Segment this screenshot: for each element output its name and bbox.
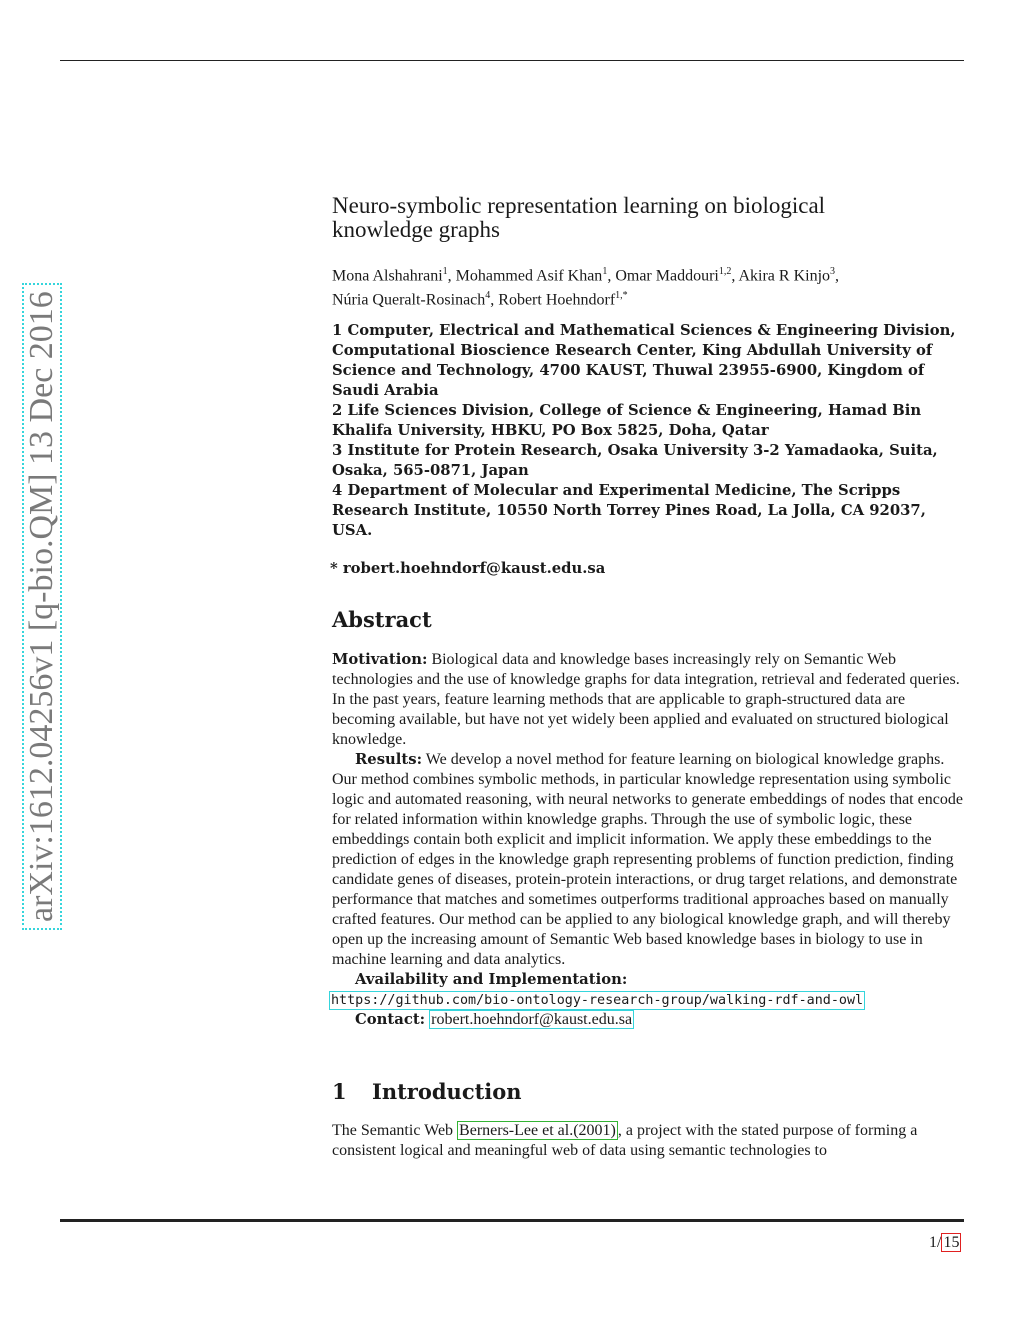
author-affil-sup: 1	[602, 266, 608, 277]
availability-url-row	[332, 990, 966, 1010]
section-number: 1	[332, 1079, 347, 1104]
affiliation-item: 1 Computer, Electrical and Mathematical Sciences & Engineering Division, Computational Bioscience Research Center, King Abdullah University of Science and Technology, 4700 KAUST, Thuwal 23955-6900, Kingdom of Saudi Arabia	[332, 322, 956, 399]
author-name: Akira R Kinjo	[738, 267, 831, 285]
author-name: Mona Alshahrani	[332, 267, 443, 285]
citation-link[interactable]: Berners-Lee et al.(2001)	[459, 1122, 616, 1139]
intro-text-rest: , a project with the stated purpose of forming a consistent logical and meaningful web of data using semantic technologies to	[332, 1122, 918, 1159]
author-affil-sup: 3	[830, 266, 836, 277]
affiliation-item: 2 Life Sciences Division, College of Science & Engineering, Hamad Bin Khalifa University, HBKU, PO Box 5825, Doha, Qatar	[332, 402, 922, 439]
results-text: We develop a novel method for feature learning on biological knowledge graphs. Our method combines symbolic methods, in particular knowledge representation using symbolic logic and automated reasoning, with neural networks to generate embeddings of nodes that encode for related information within knowledge graphs. Through the use of symbolic logic, these embeddings contain both explicit and implicit information. We apply these embeddings to the prediction of edges in the knowledge graph representing problems of function prediction, finding candidate genes of diseases, protein-protein interactions, or drug target relations, and demonstrate performance that matches and sometimes outperforms traditional approaches based on manually crafted features. Our method can be applied to any biological knowledge graph, and will thereby open up the increasing amount of Semantic Web based knowledge bases in biology to use in machine learning and data analytics.	[332, 751, 963, 968]
author-list: Mona Alshahrani$^1$, Mohammed Asif Khan$^1$, Omar Maddouri$^{1,2}$, Akira R Kinjo$^3$, Núria Queralt-Rosinach$^4$, Robert Hoehndorf$^{1,*}$	[332, 266, 840, 309]
introduction-paragraph	[332, 1121, 966, 1161]
results-label: Results:	[355, 751, 423, 768]
motivation-text: Biological data and knowledge bases increasingly rely on Semantic Web technologies and the use of knowledge graphs for data integration, retrieval and federated queries. In the past years, feature learning methods that are applicable to graph-structured data are becoming available, but have not yet widely been applied and evaluated on structured biological knowledge.	[332, 651, 960, 748]
abstract-body	[332, 650, 966, 1030]
author-name: Mohammed Asif Khan	[455, 267, 603, 285]
arxiv-identifier-link[interactable]: arXiv:1612.04256v1 [q-bio.QM] 13 Dec 2016	[22, 283, 62, 930]
title-line-1: Neuro-symbolic representation learning on biological	[332, 193, 826, 218]
contact-email-link[interactable]: robert.hoehndorf@kaust.edu.sa	[431, 1011, 633, 1028]
page-current: 1/	[929, 1234, 942, 1251]
title-line-2: knowledge graphs	[332, 217, 500, 242]
footer-rule	[60, 1219, 964, 1222]
section-title: Introduction	[372, 1079, 522, 1104]
author-name: Robert Hoehndorf	[498, 291, 616, 309]
author-affil-sup: 1,*	[615, 290, 628, 302]
page-total-link[interactable]: 15	[943, 1234, 960, 1251]
header-rule	[60, 60, 964, 61]
abstract-contact	[332, 1010, 966, 1030]
affiliation-list	[332, 321, 966, 541]
repository-url-link[interactable]: https://github.com/bio-ontology-research-group/walking-rdf-and-owl	[331, 993, 864, 1008]
corresponding-email: * robert.hoehndorf@kaust.edu.sa	[330, 560, 606, 577]
author-name: Núria Queralt-Rosinach	[332, 291, 486, 309]
paper-title	[332, 194, 966, 242]
affiliation-item: 4 Department of Molecular and Experimental Medicine, The Scripps Research Institute, 10550 North Torrey Pines Road, La Jolla, CA 92037, USA.	[332, 482, 926, 539]
affiliation-item: 3 Institute for Protein Research, Osaka University 3-2 Yamadaoka, Suita, Osaka, 565-0871, Japan	[332, 442, 938, 479]
section-heading-introduction	[332, 1078, 966, 1106]
availability-label: Availability and Implementation:	[355, 971, 628, 988]
intro-text-start: The Semantic Web	[332, 1122, 458, 1139]
author-affil-sup: 1	[442, 266, 448, 277]
abstract-motivation	[332, 650, 966, 750]
abstract-results	[332, 750, 966, 970]
page-number	[929, 1233, 961, 1253]
contact-label: Contact:	[355, 1011, 426, 1028]
author-name: Omar Maddouri	[615, 267, 719, 285]
abstract-heading: Abstract	[332, 607, 432, 632]
abstract-availability	[332, 970, 966, 990]
motivation-label: Motivation:	[332, 651, 428, 668]
author-affil-sup: 1,2	[718, 266, 732, 277]
author-affil-sup: 4	[485, 290, 491, 302]
